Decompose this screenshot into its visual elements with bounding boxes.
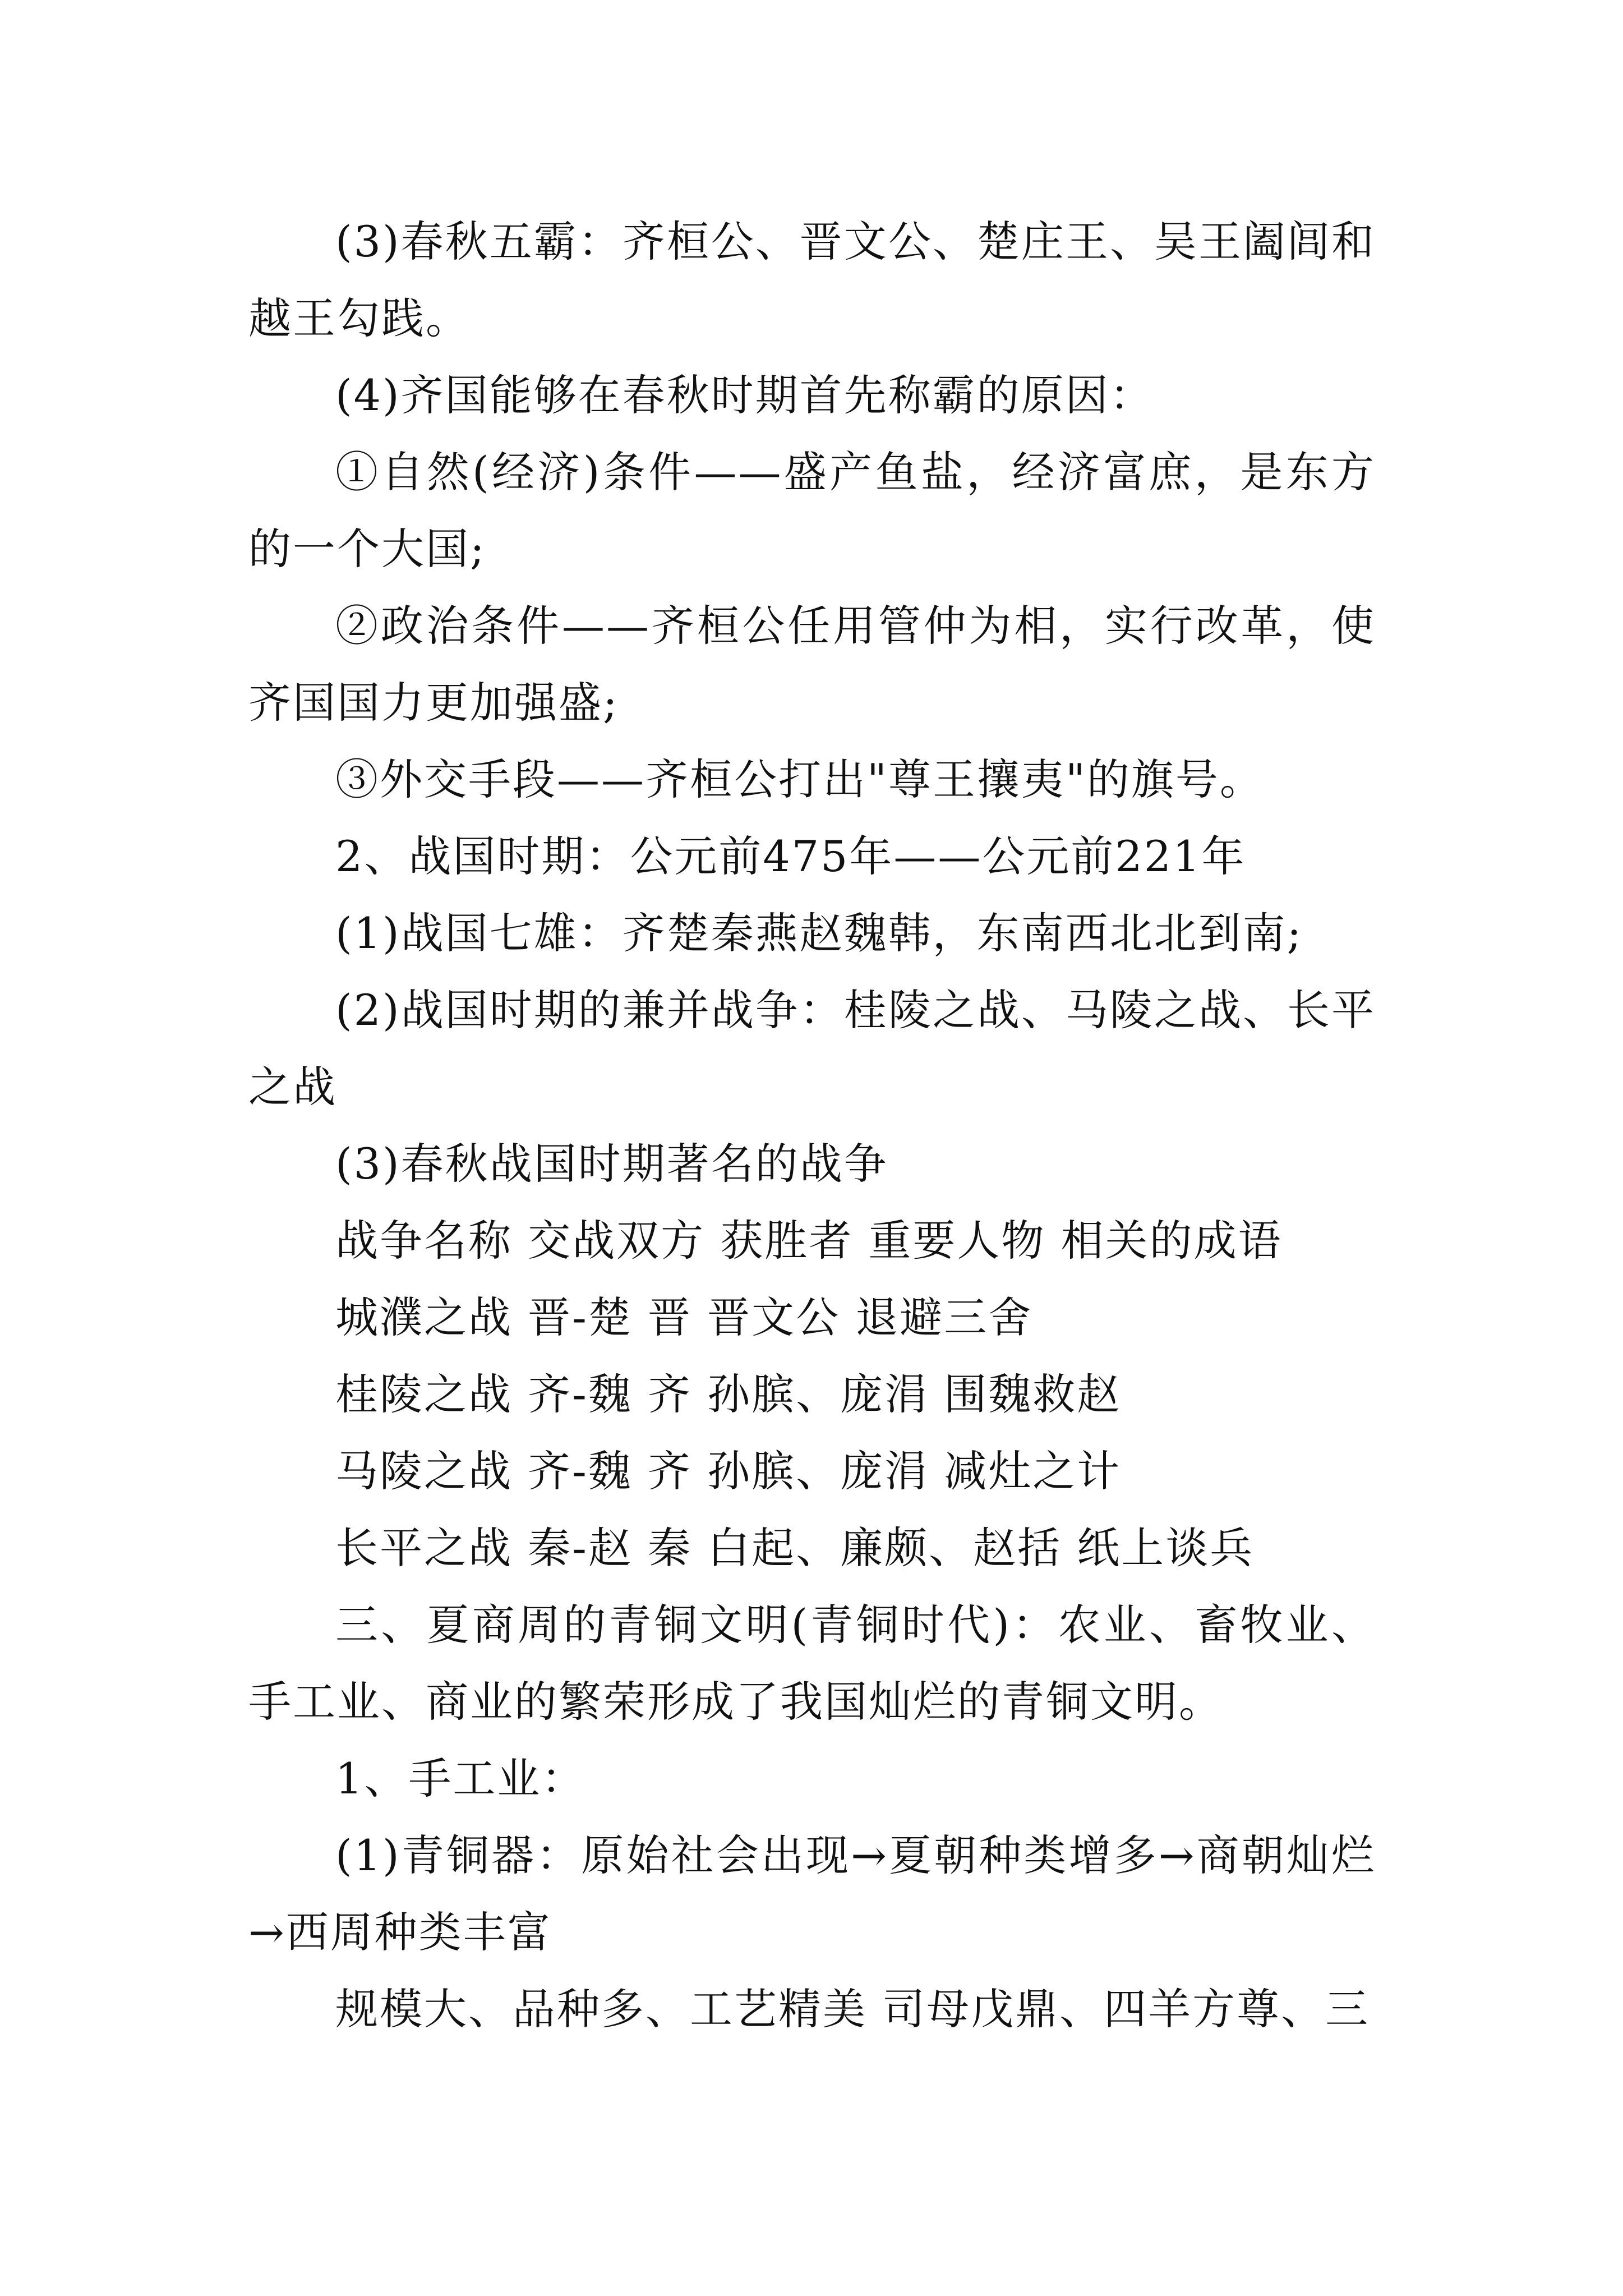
- paragraph-warring-states-period: 2、战国时期：公元前475年——公元前221年: [335, 831, 1246, 881]
- paragraph-bronze-civilization: 三、夏商周的青铜文明(青铜时代)：农业、畜牧业、手工业、商业的繁荣形成了我国灿烂的青铜文明。: [248, 1600, 1376, 1727]
- document-body: [248, 203, 1376, 2047]
- paragraph-handicraft-heading: 1、手工业：: [335, 1754, 586, 1803]
- paragraph-bronze-features: 规模大、品种多、工艺精美 司母戊鼎、四羊方尊、三: [335, 1984, 1370, 2034]
- table-row-changping: 长平之战 秦-赵 秦 白起、廉颇、赵括 纸上谈兵: [335, 1523, 1255, 1573]
- table-row-maling: 马陵之战 齐-魏 齐 孙膑、庞涓 减灶之计: [335, 1446, 1122, 1496]
- paragraph-diplomatic-means: ③外交手段——齐桓公打出"尊王攘夷"的旗号。: [335, 754, 1264, 804]
- table-row-chengpu: 城濮之战 晋-楚 晋 晋文公 退避三舍: [335, 1292, 1033, 1342]
- table-row-header: 战争名称 交战双方 获胜者 重要人物 相关的成语: [335, 1216, 1283, 1266]
- table-row-guiling: 桂陵之战 齐-魏 齐 孙膑、庞涓 围魏救赵: [335, 1369, 1122, 1419]
- paragraph-political-conditions: ②政治条件——齐桓公任用管仲为相，实行改革，使齐国国力更加强盛;: [248, 601, 1376, 728]
- paragraph-qi-reasons-heading: (4)齐国能够在春秋时期首先称霸的原因：: [335, 370, 1154, 420]
- paragraph-bronzeware: (1)青铜器：原始社会出现→夏朝种类增多→商朝灿烂→西周种类丰富: [248, 1830, 1376, 1957]
- paragraph-seven-warring-states: (1)战国七雄：齐楚秦燕赵魏韩，东南西北北到南;: [335, 908, 1303, 958]
- paragraph-famous-wars-heading: (3)春秋战国时期著名的战争: [335, 1139, 888, 1189]
- paragraph-annexation-wars: (2)战国时期的兼并战争：桂陵之战、马陵之战、长平之战: [248, 985, 1376, 1112]
- paragraph-spring-autumn-hegemons: (3)春秋五霸：齐桓公、晋文公、楚庄王、吴王阖闾和越王勾践。: [248, 217, 1376, 343]
- paragraph-natural-conditions: ①自然(经济)条件——盛产鱼盐，经济富庶，是东方的一个大国;: [248, 447, 1376, 574]
